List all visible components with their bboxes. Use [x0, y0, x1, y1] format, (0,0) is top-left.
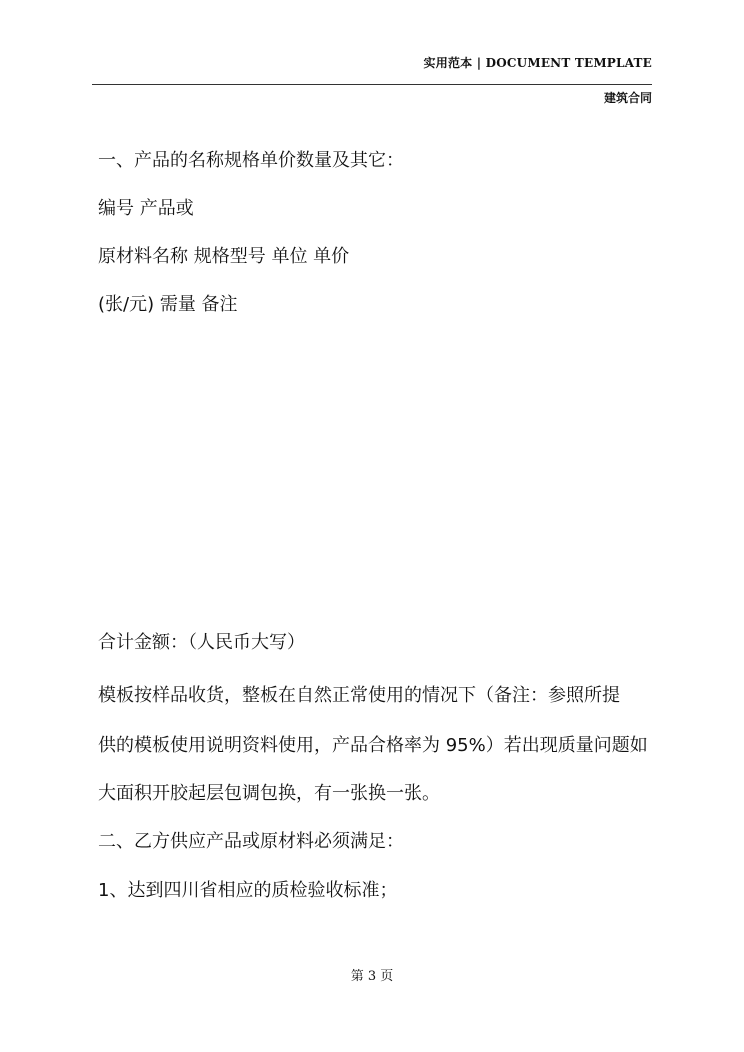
- header-divider: [92, 84, 652, 85]
- section-heading-1: 一、产品的名称规格单价数量及其它：: [98, 150, 404, 171]
- paragraph-line: 供的模板使用说明资料使用，产品合格率为 95%）若出现质量问题如: [98, 735, 648, 756]
- list-item: 1、达到四川省相应的质检验收标准；: [98, 880, 398, 901]
- paragraph-line: 大面积开胶起层包调包换，有一张换一张。: [98, 783, 440, 804]
- table-header-line: 原材料名称 规格型号 单位 单价: [98, 246, 350, 267]
- header-title: 实用范本 | DOCUMENT TEMPLATE: [423, 56, 652, 70]
- paragraph-line: 模板按样品收货，整板在自然正常使用的情况下（备注：参照所提: [98, 685, 620, 706]
- page-number: 第 3 页: [350, 969, 394, 984]
- header-subtitle: 建筑合同: [603, 91, 652, 105]
- section-heading-2: 二、乙方供应产品或原材料必须满足：: [98, 831, 404, 852]
- total-amount-line: 合计金额：（人民币大写）: [98, 632, 305, 653]
- table-header-line: 编号 产品或: [98, 198, 194, 219]
- table-header-line: (张/元) 需量 备注: [98, 294, 238, 315]
